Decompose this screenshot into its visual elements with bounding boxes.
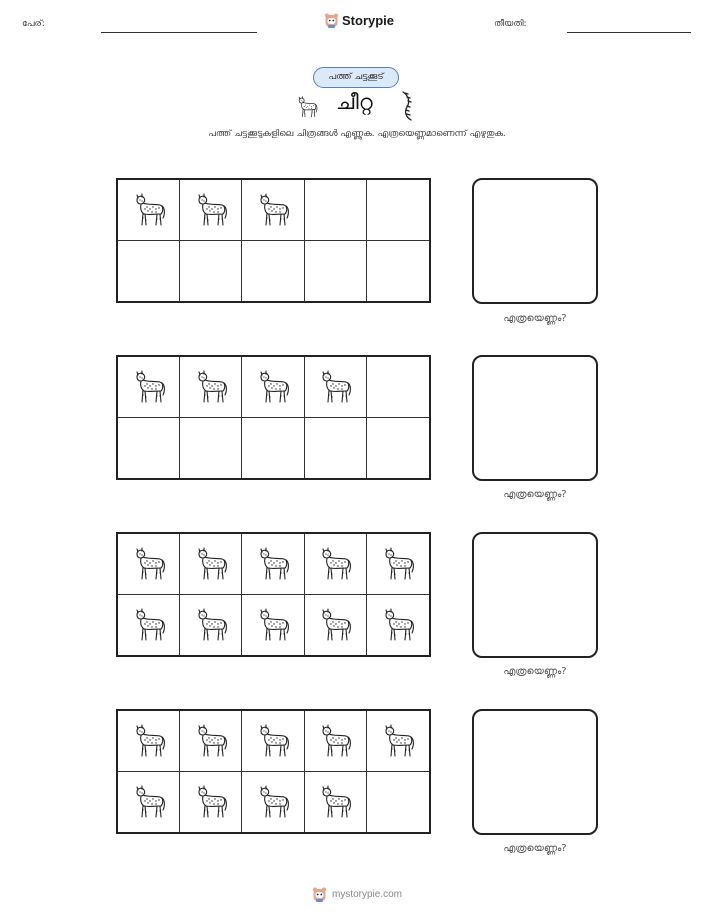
cheetah-icon (253, 190, 293, 230)
frame-cell (242, 595, 304, 656)
cheetah-icon (129, 367, 169, 407)
title-row (290, 90, 424, 124)
frame-cell (305, 241, 367, 302)
frame-cell (118, 772, 180, 833)
cheetah-icon (315, 544, 355, 584)
frame-cell (118, 241, 180, 302)
cheetah-icon (191, 721, 231, 761)
frame-cell (118, 357, 180, 418)
name-label: പേര്: (22, 19, 45, 29)
answer-box-3[interactable] (472, 532, 598, 658)
frame-cell (118, 180, 180, 241)
frame-cell (305, 711, 367, 772)
frame-cell (367, 711, 429, 772)
frame-cell (180, 534, 242, 595)
frame-cell (118, 418, 180, 479)
cheetah-icon (292, 94, 322, 120)
frame-cell (242, 418, 304, 479)
cheetah-icon (378, 605, 418, 645)
frame-cell (367, 241, 429, 302)
date-line[interactable] (567, 32, 691, 33)
cheetah-icon (253, 544, 293, 584)
cheetah-tail-icon (397, 90, 415, 122)
ten-frame-2 (116, 355, 431, 480)
cheetah-icon (315, 721, 355, 761)
footer (0, 886, 714, 903)
frame-cell (242, 357, 304, 418)
cheetah-icon (191, 605, 231, 645)
answer-prompt-3: എത്രയെണ്ണം? (503, 666, 567, 677)
frame-cell (180, 180, 242, 241)
frame-cell (180, 772, 242, 833)
cheetah-icon (253, 367, 293, 407)
frame-cell (118, 534, 180, 595)
frame-cell (367, 357, 429, 418)
brand (324, 12, 394, 29)
cheetah-icon (378, 721, 418, 761)
cheetah-icon (253, 721, 293, 761)
cheetah-icon (378, 544, 418, 584)
frame-cell (242, 241, 304, 302)
worksheet-type-pill: പത്ത് ചട്ടക്കൂട് (313, 67, 399, 88)
answer-box-4[interactable] (472, 709, 598, 835)
frame-cell (367, 418, 429, 479)
name-line[interactable] (101, 32, 257, 33)
cheetah-icon (129, 721, 169, 761)
cheetah-icon (129, 782, 169, 822)
cheetah-icon (191, 367, 231, 407)
instruction-text: പത്ത് ചട്ടക്കൂടുകളിലെ ചിത്രങ്ങൾ എണ്ണുക. എത്രയെണ്ണമാണെന്ന് എഴുതുക. (208, 129, 506, 139)
frame-cell (305, 180, 367, 241)
ten-frame-1 (116, 178, 431, 303)
frame-cell (305, 357, 367, 418)
cheetah-icon (315, 367, 355, 407)
frame-cell (367, 534, 429, 595)
frame-cell (180, 418, 242, 479)
frame-cell (305, 418, 367, 479)
page-title: ചീറ്റ (336, 90, 373, 114)
frame-cell (305, 595, 367, 656)
frame-cell (305, 534, 367, 595)
frame-cell (242, 534, 304, 595)
frame-cell (180, 711, 242, 772)
cheetah-icon (253, 605, 293, 645)
cheetah-icon (129, 190, 169, 230)
frame-cell (242, 772, 304, 833)
frame-cell (367, 772, 429, 833)
cheetah-icon (191, 190, 231, 230)
cheetah-icon (191, 782, 231, 822)
frame-cell (118, 595, 180, 656)
date-label: തീയതി: (494, 19, 527, 29)
ten-frame-4 (116, 709, 431, 834)
frame-cell (367, 180, 429, 241)
frame-cell (180, 241, 242, 302)
cheetah-icon (315, 605, 355, 645)
storypie-logo-icon (312, 886, 327, 903)
brand-name: Storypie (342, 13, 395, 28)
cheetah-icon (253, 782, 293, 822)
frame-cell (367, 595, 429, 656)
frame-cell (118, 711, 180, 772)
frame-cell (180, 357, 242, 418)
frame-cell (242, 711, 304, 772)
storypie-logo-icon (324, 12, 339, 29)
answer-prompt-2: എത്രയെണ്ണം? (503, 489, 567, 500)
cheetah-icon (129, 605, 169, 645)
frame-cell (242, 180, 304, 241)
answer-box-1[interactable] (472, 178, 598, 304)
cheetah-icon (315, 782, 355, 822)
cheetah-icon (129, 544, 169, 584)
answer-box-2[interactable] (472, 355, 598, 481)
answer-prompt-1: എത്രയെണ്ണം? (503, 313, 567, 324)
frame-cell (305, 772, 367, 833)
answer-prompt-4: എത്രയെണ്ണം? (503, 843, 567, 854)
ten-frame-3 (116, 532, 431, 657)
footer-url[interactable]: mystorypie.com (331, 889, 402, 900)
frame-cell (180, 595, 242, 656)
cheetah-icon (191, 544, 231, 584)
